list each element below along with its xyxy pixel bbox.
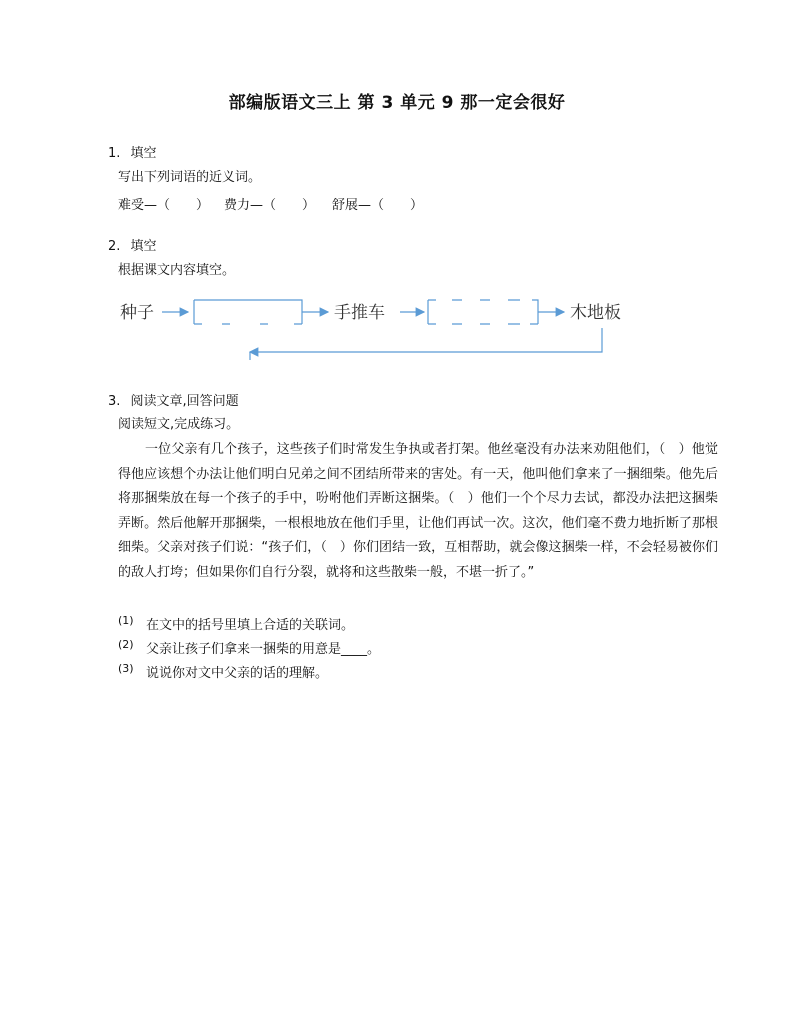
question-1-heading bbox=[108, 146, 157, 162]
synonym-item-1[interactable]: 难受—（ ） bbox=[118, 198, 210, 213]
question-1-instruction: 写出下列词语的近义词。 bbox=[118, 170, 262, 185]
flow-middle-label: 手推车 bbox=[334, 303, 385, 323]
question-1-number: 1. bbox=[108, 146, 121, 161]
question-1-heading-text: 填空 bbox=[130, 146, 157, 161]
sub-question-3[interactable] bbox=[118, 662, 618, 681]
sub-question-1[interactable] bbox=[118, 614, 618, 633]
question-3-number: 3. bbox=[108, 394, 121, 409]
question-3-heading bbox=[108, 394, 239, 410]
question-3-instruction: 阅读短文,完成练习。 bbox=[118, 417, 240, 432]
flow-start-label: 种子 bbox=[120, 303, 154, 323]
flow-diagram bbox=[110, 294, 650, 364]
page-title: 部编版语文三上 第 3 单元 9 那一定会很好 bbox=[228, 93, 566, 113]
sub-question-1-number: (1) bbox=[118, 614, 134, 627]
sub-question-2-text: 父亲让孩子们拿来一捆柴的用意是____。 bbox=[146, 642, 381, 657]
question-2-heading-text: 填空 bbox=[130, 239, 157, 254]
flow-return-arrow bbox=[250, 328, 602, 352]
sub-question-3-text: 说说你对文中父亲的话的理解。 bbox=[146, 666, 329, 681]
sub-question-1-text: 在文中的括号里填上合适的关联词。 bbox=[146, 618, 355, 633]
flow-blank-box-2[interactable] bbox=[428, 300, 538, 324]
synonym-item-2[interactable]: 费力—（ ） bbox=[224, 198, 316, 213]
sub-question-2[interactable] bbox=[118, 638, 618, 657]
flow-blank-box-1[interactable] bbox=[194, 300, 302, 324]
reading-passage: 一位父亲有几个孩子，这些孩子们时常发生争执或者打架。他丝毫没有办法来劝阻他们，（ ）他觉得他应该想个办法让他们明白兄弟之间不团结所带来的害处。有一天，他叫他们拿来了一捆细柴。他先后将那捆柴放在每一个孩子的手中，吩咐他们弄断这捆柴。（ ）他们一个个尽力去试，都没办法把这捆柴弄断。然后他解开那捆柴，一根根地放在他们手里，让他们再试一次。这次，他们毫不费力地折断了那根细柴。父亲对孩子们说：“孩子们，（ ）你们团结一致，互相帮助，就会像这捆柴一样，不会轻易被你们的敌人打垮；但如果你们自行分裂，就将和这些散柴一般，不堪一折了。” bbox=[118, 442, 718, 580]
question-2-number: 2. bbox=[108, 239, 121, 254]
question-3-heading-text: 阅读文章,回答问题 bbox=[130, 394, 239, 409]
sub-question-2-number: (2) bbox=[118, 638, 134, 651]
question-2-instruction: 根据课文内容填空。 bbox=[118, 263, 236, 278]
sub-question-3-number: (3) bbox=[118, 662, 134, 675]
question-2-heading bbox=[108, 239, 157, 255]
flow-end-label: 木地板 bbox=[570, 303, 621, 323]
synonym-item-3[interactable]: 舒展—（ ） bbox=[332, 198, 424, 213]
